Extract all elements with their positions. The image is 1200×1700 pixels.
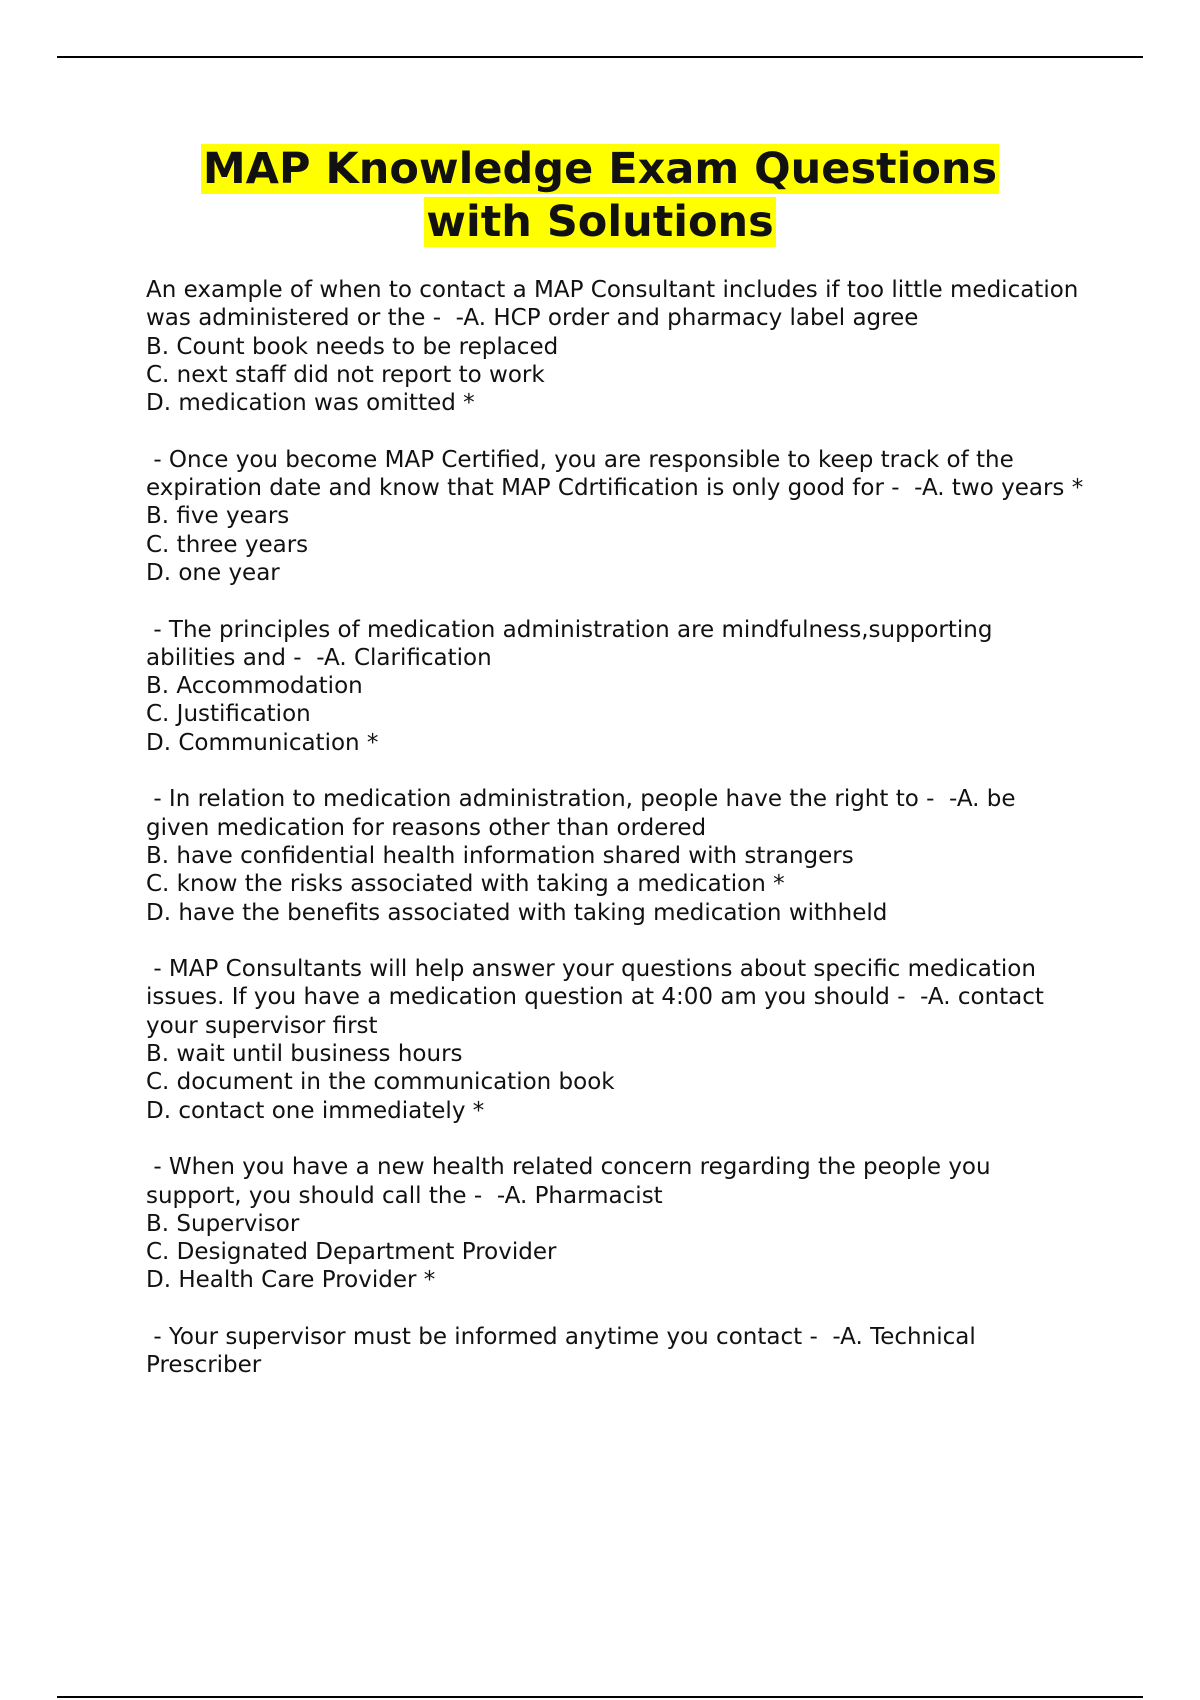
question-prompt: - Your supervisor must be informed anytime you contact - -A. Technical Prescriber (146, 1323, 984, 1379)
question-block (146, 616, 1086, 757)
answer-option: C. Justification (146, 701, 311, 728)
answer-option: D. have the benefits associated with taking medication withheld (146, 899, 888, 926)
answer-option: B. Supervisor (146, 1210, 300, 1237)
answer-option: C. know the risks associated with taking a medication * (146, 871, 785, 898)
question-block (146, 955, 1086, 1125)
question-block (146, 1153, 1086, 1294)
answer-option: B. Accommodation (146, 673, 363, 700)
answer-option: C. three years (146, 531, 309, 558)
answer-option: B. have confidential health information shared with strangers (146, 842, 854, 869)
answer-option: C. next staff did not report to work (146, 361, 545, 388)
answer-option: C. document in the communication book (146, 1069, 615, 1096)
answer-option: D. Communication * (146, 729, 379, 756)
title-line-2: with Solutions (426, 197, 774, 247)
question-prompt: - The principles of medication administration are mindfulness,supporting abilities and - -A. Clarification (146, 616, 1000, 671)
question-block (146, 276, 1086, 417)
question-prompt: - In relation to medication administration, people have the right to - -A. be given medication for reasons other than ordered (146, 786, 1023, 841)
answer-option: D. contact one immediately * (146, 1097, 485, 1124)
question-block (146, 785, 1086, 926)
answer-option: B. wait until business hours (146, 1041, 463, 1068)
question-prompt: - Once you become MAP Certified, you are responsible to keep track of the expiration date and know that MAP Cdrtification is only good for - -A. two years * (146, 446, 1084, 502)
answer-option: D. one year (146, 559, 280, 586)
answer-option: B. five years (146, 503, 290, 530)
question-prompt: An example of when to contact a MAP Consultant includes if too little medication was administered or the - -A. HCP order and pharmacy label agree (146, 277, 1086, 332)
answer-option: D. medication was omitted * (146, 390, 475, 417)
answer-option: D. Health Care Provider * (146, 1267, 436, 1294)
bottom-rule (57, 1696, 1143, 1698)
question-prompt: - When you have a new health related concern regarding the people you support, you should call the - -A. Pharmacist (146, 1154, 998, 1209)
question-block (146, 1323, 1086, 1380)
top-rule (57, 56, 1143, 58)
answer-option: B. Count book needs to be replaced (146, 333, 559, 360)
page-title (0, 143, 1200, 249)
answer-option: C. Designated Department Provider (146, 1239, 557, 1266)
question-block (146, 446, 1086, 587)
question-prompt: - MAP Consultants will help answer your questions about specific medication issues. If you have a medication question at 4:00 am you should - -A. contact your supervisor first (146, 956, 1052, 1039)
title-line-1: MAP Knowledge Exam Questions (202, 144, 998, 194)
questions-list (146, 276, 1086, 1408)
